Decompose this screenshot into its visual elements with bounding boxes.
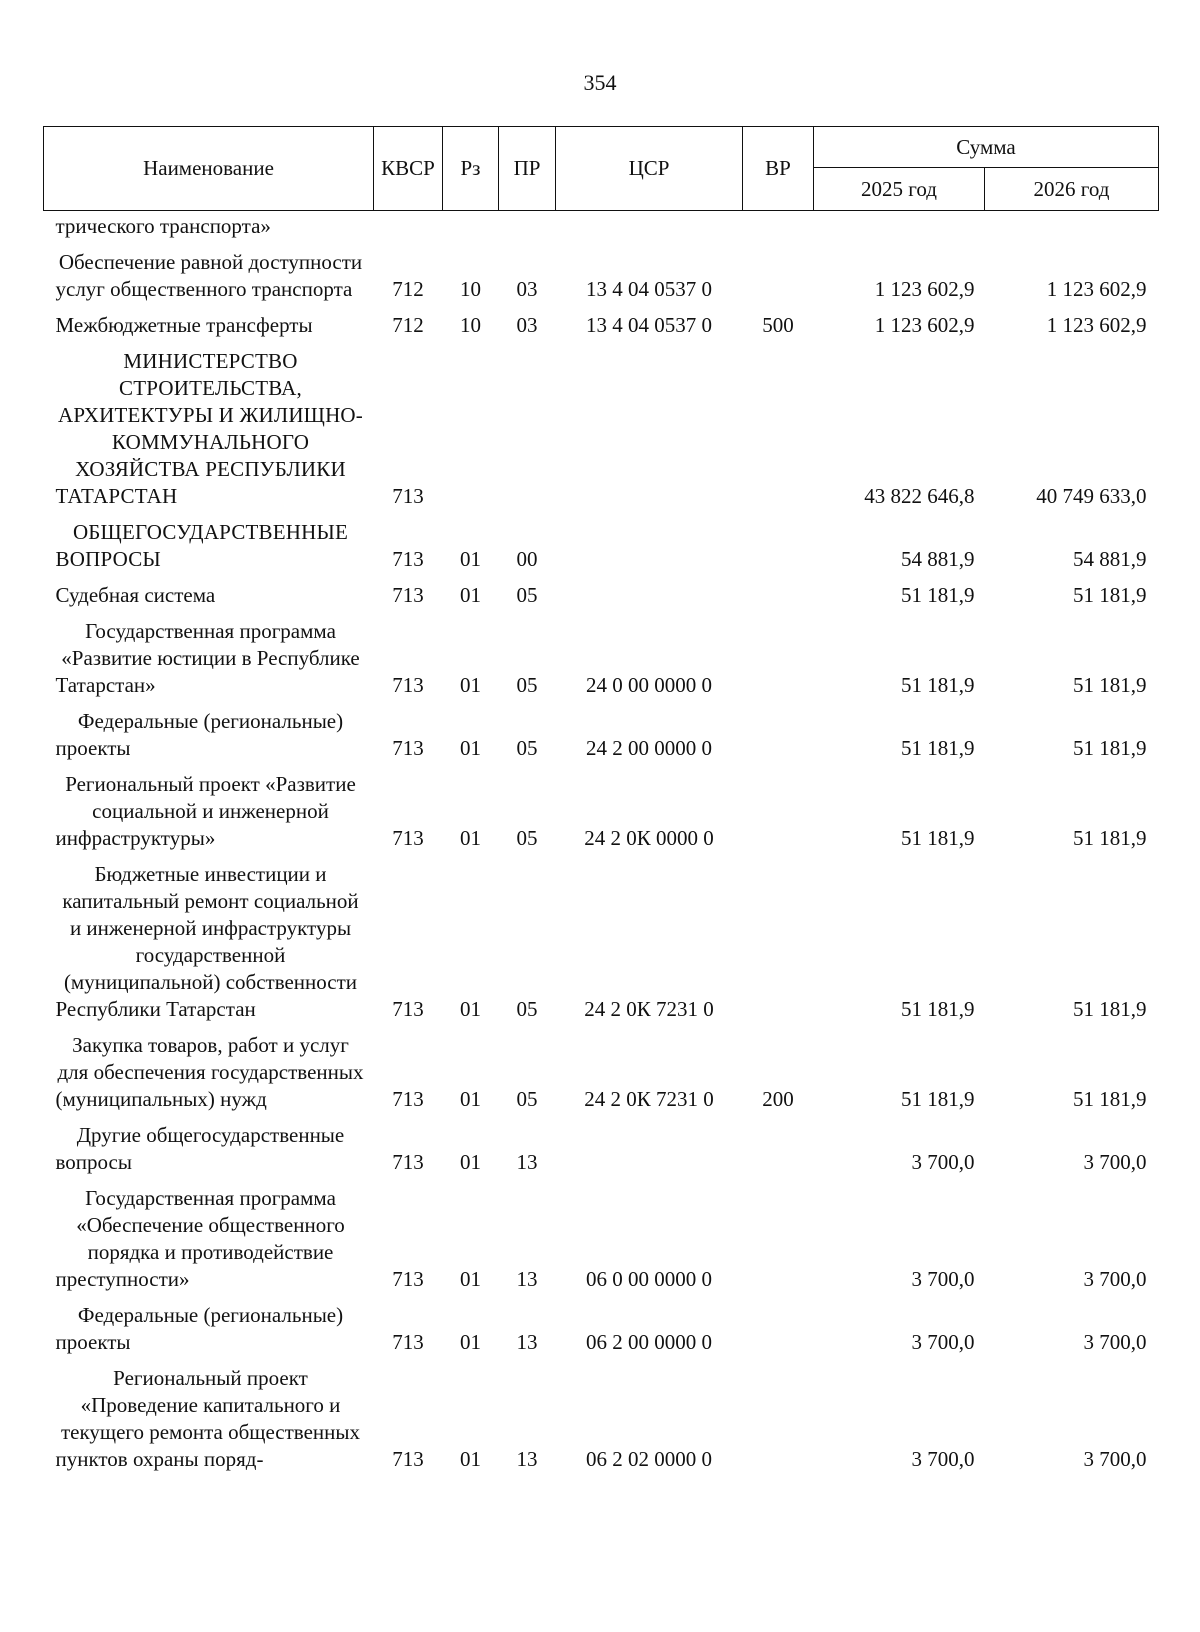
row-name: Федеральные (региональные) проекты bbox=[55, 1303, 344, 1354]
row-sum-2026 bbox=[985, 211, 1159, 241]
budget-table bbox=[43, 126, 1159, 1473]
row-vr bbox=[743, 240, 814, 303]
table-row bbox=[44, 1113, 1159, 1176]
row-rz: 10 bbox=[460, 313, 481, 337]
row-vr bbox=[743, 1113, 814, 1176]
row-vr bbox=[743, 339, 814, 510]
table-row bbox=[44, 510, 1159, 573]
row-sum-2026: 1 123 602,9 bbox=[1046, 277, 1147, 301]
header-kvsr: КВСР bbox=[374, 127, 443, 211]
row-pr: 05 bbox=[516, 583, 538, 607]
row-kvsr: 713 bbox=[392, 1447, 424, 1471]
row-sum-2025: 51 181,9 bbox=[901, 583, 975, 607]
row-pr: 03 bbox=[516, 277, 538, 301]
row-sum-2026: 1 123 602,9 bbox=[1046, 313, 1147, 337]
table-row bbox=[44, 699, 1159, 762]
row-csr bbox=[556, 510, 743, 573]
row-csr: 24 2 0К 7231 0 bbox=[584, 997, 714, 1021]
row-vr bbox=[743, 510, 814, 573]
row-csr: 24 0 00 0000 0 bbox=[586, 673, 712, 697]
header-pr: ПР bbox=[499, 127, 556, 211]
page-number: 354 bbox=[583, 70, 617, 95]
row-vr: 200 bbox=[762, 1087, 794, 1111]
row-sum-2025: 43 822 646,8 bbox=[864, 484, 975, 508]
row-sum-2025: 51 181,9 bbox=[901, 673, 975, 697]
row-csr: 24 2 0К 0000 0 bbox=[584, 826, 714, 850]
row-sum-2026: 3 700,0 bbox=[1083, 1330, 1147, 1354]
row-csr: 06 0 00 0000 0 bbox=[586, 1267, 712, 1291]
row-kvsr: 712 bbox=[392, 277, 424, 301]
row-rz bbox=[443, 211, 499, 241]
row-name: трического транспорта» bbox=[55, 214, 271, 238]
row-sum-2025 bbox=[814, 211, 985, 241]
row-csr bbox=[556, 339, 743, 510]
row-sum-2026: 3 700,0 bbox=[1083, 1150, 1147, 1174]
row-kvsr: 713 bbox=[392, 1330, 424, 1354]
row-rz bbox=[443, 339, 499, 510]
row-rz: 01 bbox=[460, 673, 481, 697]
row-pr: 13 bbox=[516, 1267, 538, 1291]
row-sum-2026: 54 881,9 bbox=[1073, 547, 1147, 571]
row-pr: 05 bbox=[516, 997, 538, 1021]
row-sum-2025: 3 700,0 bbox=[911, 1267, 975, 1291]
table-row bbox=[44, 573, 1159, 609]
row-vr bbox=[743, 1293, 814, 1356]
row-sum-2026: 40 749 633,0 bbox=[1036, 484, 1147, 508]
table-row bbox=[44, 303, 1159, 339]
row-pr: 13 bbox=[516, 1447, 538, 1471]
row-rz: 01 bbox=[460, 997, 481, 1021]
row-vr bbox=[743, 852, 814, 1023]
table-row bbox=[44, 1293, 1159, 1356]
row-sum-2025: 1 123 602,9 bbox=[874, 313, 975, 337]
row-name: Обеспечение равной доступности услуг общественного транспорта bbox=[55, 250, 363, 301]
row-kvsr: 713 bbox=[392, 484, 424, 508]
row-kvsr: 713 bbox=[392, 997, 424, 1021]
row-kvsr: 713 bbox=[392, 583, 424, 607]
row-pr bbox=[499, 339, 556, 510]
row-vr bbox=[743, 211, 814, 241]
row-name: Региональный проект «Развитие социальной и инженерной инфраструктуры» bbox=[55, 772, 356, 850]
row-rz: 01 bbox=[460, 1447, 481, 1471]
row-sum-2026: 3 700,0 bbox=[1083, 1267, 1147, 1291]
row-pr bbox=[499, 211, 556, 241]
row-name: Межбюджетные трансферты bbox=[55, 313, 313, 337]
row-rz: 01 bbox=[460, 547, 481, 571]
row-rz: 01 bbox=[460, 736, 481, 760]
row-sum-2025: 51 181,9 bbox=[901, 1087, 975, 1111]
row-name: Бюджетные инвестиции и капитальный ремонт социальной и инженерной инфраструктуры государственной (муниципальной) собственности Республики Татарстан bbox=[55, 862, 359, 1021]
row-sum-2026: 51 181,9 bbox=[1073, 826, 1147, 850]
header-sum: Сумма bbox=[814, 127, 1159, 168]
table-row bbox=[44, 339, 1159, 510]
row-sum-2026: 51 181,9 bbox=[1073, 1087, 1147, 1111]
row-csr bbox=[556, 573, 743, 609]
row-rz: 01 bbox=[460, 1087, 481, 1111]
row-sum-2025: 51 181,9 bbox=[901, 997, 975, 1021]
row-csr: 24 2 0К 7231 0 bbox=[584, 1087, 714, 1111]
row-name: Государственная программа «Развитие юстиции в Республике Татарстан» bbox=[55, 619, 360, 697]
table-row bbox=[44, 609, 1159, 699]
row-sum-2026: 51 181,9 bbox=[1073, 736, 1147, 760]
row-sum-2026: 51 181,9 bbox=[1073, 583, 1147, 607]
header-rz: Рз bbox=[443, 127, 499, 211]
row-pr: 03 bbox=[516, 313, 538, 337]
row-kvsr: 713 bbox=[392, 1267, 424, 1291]
row-rz: 01 bbox=[460, 583, 481, 607]
row-rz: 01 bbox=[460, 826, 481, 850]
row-csr: 13 4 04 0537 0 bbox=[586, 313, 712, 337]
row-csr bbox=[556, 1113, 743, 1176]
row-sum-2025: 54 881,9 bbox=[901, 547, 975, 571]
row-csr: 13 4 04 0537 0 bbox=[586, 277, 712, 301]
table-row bbox=[44, 1176, 1159, 1293]
row-name: МИНИСТЕРСТВО СТРОИТЕЛЬСТВА, АРХИТЕКТУРЫ И ЖИЛИЩНО-КОММУНАЛЬНОГО ХОЗЯЙСТВА РЕСПУБЛИКИ ТАТАРСТАН bbox=[55, 349, 363, 508]
row-kvsr: 713 bbox=[392, 1087, 424, 1111]
row-name: Закупка товаров, работ и услуг для обеспечения государственных (муниципальных) нужд bbox=[55, 1033, 364, 1111]
row-pr: 05 bbox=[516, 826, 538, 850]
header-vr: ВР bbox=[743, 127, 814, 211]
header-csr: ЦСР bbox=[556, 127, 743, 211]
row-sum-2026: 3 700,0 bbox=[1083, 1447, 1147, 1471]
row-name: Федеральные (региональные) проекты bbox=[55, 709, 344, 760]
row-vr bbox=[743, 699, 814, 762]
row-rz: 10 bbox=[460, 277, 481, 301]
row-sum-2025: 1 123 602,9 bbox=[874, 277, 975, 301]
row-csr: 06 2 00 0000 0 bbox=[586, 1330, 712, 1354]
row-kvsr: 713 bbox=[392, 826, 424, 850]
row-sum-2025: 3 700,0 bbox=[911, 1330, 975, 1354]
row-kvsr: 712 bbox=[392, 313, 424, 337]
table-header bbox=[44, 127, 1159, 211]
row-vr bbox=[743, 609, 814, 699]
row-pr: 00 bbox=[516, 547, 538, 571]
row-name: Другие общегосударственные вопросы bbox=[55, 1123, 345, 1174]
row-name: Судебная система bbox=[55, 583, 216, 607]
table-row bbox=[44, 762, 1159, 852]
row-sum-2025: 3 700,0 bbox=[911, 1150, 975, 1174]
header-name: Наименование bbox=[44, 127, 374, 211]
row-vr: 500 bbox=[762, 313, 794, 337]
row-kvsr: 713 bbox=[392, 547, 424, 571]
table-body bbox=[44, 211, 1159, 1474]
row-rz: 01 bbox=[460, 1267, 481, 1291]
table-row bbox=[44, 852, 1159, 1023]
table-row bbox=[44, 1356, 1159, 1473]
row-pr: 05 bbox=[516, 673, 538, 697]
row-kvsr: 713 bbox=[392, 1150, 424, 1174]
row-kvsr: 713 bbox=[392, 736, 424, 760]
row-sum-2026: 51 181,9 bbox=[1073, 997, 1147, 1021]
row-vr bbox=[743, 1176, 814, 1293]
row-vr bbox=[743, 573, 814, 609]
row-sum-2025: 51 181,9 bbox=[901, 736, 975, 760]
table-row bbox=[44, 240, 1159, 303]
row-pr: 05 bbox=[516, 1087, 538, 1111]
row-vr bbox=[743, 1356, 814, 1473]
row-kvsr: 713 bbox=[392, 673, 424, 697]
table-row bbox=[44, 1023, 1159, 1113]
row-sum-2025: 51 181,9 bbox=[901, 826, 975, 850]
header-year-2025: 2025 год bbox=[814, 168, 985, 211]
row-name: ОБЩЕГОСУДАРСТВЕННЫЕ ВОПРОСЫ bbox=[55, 520, 349, 571]
row-vr bbox=[743, 762, 814, 852]
table-row bbox=[44, 211, 1159, 241]
row-pr: 13 bbox=[516, 1150, 538, 1174]
row-pr: 13 bbox=[516, 1330, 538, 1354]
row-kvsr bbox=[374, 211, 443, 241]
row-sum-2026: 51 181,9 bbox=[1073, 673, 1147, 697]
row-csr: 24 2 00 0000 0 bbox=[586, 736, 712, 760]
row-name: Государственная программа «Обеспечение общественного порядка и противодействие преступности» bbox=[55, 1186, 345, 1291]
row-csr: 06 2 02 0000 0 bbox=[586, 1447, 712, 1471]
header-year-2026: 2026 год bbox=[985, 168, 1159, 211]
row-rz: 01 bbox=[460, 1150, 481, 1174]
row-sum-2025: 3 700,0 bbox=[911, 1447, 975, 1471]
row-csr bbox=[556, 211, 743, 241]
row-name: Региональный проект «Проведение капитального и текущего ремонта общественных пунктов охраны поряд- bbox=[55, 1366, 360, 1471]
row-pr: 05 bbox=[516, 736, 538, 760]
row-rz: 01 bbox=[460, 1330, 481, 1354]
